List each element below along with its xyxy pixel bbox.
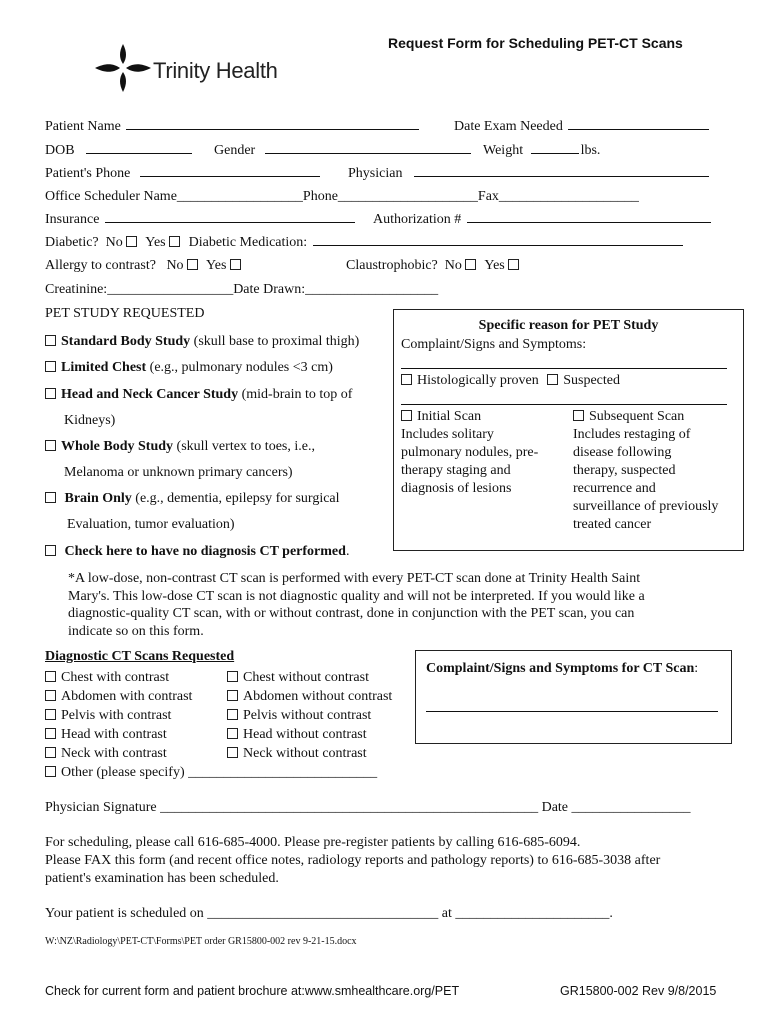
diabetic-row	[45, 235, 685, 251]
date-exam-label: Date Exam Needed	[454, 119, 563, 134]
subsequent-line: disease following	[573, 445, 672, 460]
dob-row	[45, 143, 194, 159]
form-title: Request Form for Scheduling PET-CT Scans	[388, 35, 683, 51]
gender-row	[214, 143, 473, 159]
phone-field[interactable]	[140, 175, 320, 177]
ct-complaint-field[interactable]	[426, 711, 718, 712]
subsequent-line: surveillance of previously	[573, 499, 719, 514]
ct-checkbox[interactable]	[45, 671, 56, 682]
scheduled-on-row[interactable]: Your patient is scheduled on _________________________________ at ______________________.	[45, 906, 613, 921]
subsequent-line: therapy, suspected	[573, 463, 676, 478]
histo-option[interactable]	[401, 373, 620, 389]
specific-reason-heading: Specific reason for PET Study	[478, 318, 659, 333]
subsequent-scan-checkbox[interactable]	[573, 410, 584, 421]
allergy-label: Allergy to contrast?	[45, 258, 156, 273]
pet-brain-desc: (e.g., dementia, epilepsy for surgical	[131, 491, 340, 506]
ct-head-without[interactable]	[227, 725, 392, 744]
trinity-cross-logo-icon	[93, 42, 153, 94]
suspected-label: Suspected	[563, 373, 620, 388]
specific-reason-box	[393, 309, 744, 551]
file-path: W:\NZ\Radiology\PET-CT\Forms\PET order GR15800-002 rev 9-21-15.docx	[45, 936, 357, 947]
ct-checkbox[interactable]	[227, 709, 238, 720]
scheduling-line: Please FAX this form (and recent office notes, radiology reports and pathology reports) to 616-685-3038 after	[45, 853, 661, 868]
pet-nodiag-checkbox[interactable]	[45, 545, 56, 556]
date-exam-row	[454, 119, 711, 135]
ct-option-label: Head without contrast	[243, 727, 367, 742]
note-line: *A low-dose, non-contrast CT scan is performed with every PET-CT scan done at Trinity Health Saint	[68, 571, 641, 586]
pet-limited-checkbox[interactable]	[45, 361, 56, 372]
insurance-label: Insurance	[45, 212, 100, 227]
subsequent-line: Includes restaging of	[573, 427, 691, 442]
pet-headneck-cont: Kidneys)	[64, 413, 116, 428]
allergy-row	[45, 258, 246, 274]
ct-checkbox[interactable]	[45, 747, 56, 758]
initial-scan-title: Initial Scan	[417, 409, 482, 424]
pet-heading: PET STUDY REQUESTED	[45, 306, 205, 321]
diabetic-no-checkbox[interactable]	[126, 236, 137, 247]
reason-divider	[401, 404, 727, 405]
weight-row	[483, 143, 600, 159]
pet-whole-desc: (skull vertex to toes, i.e.,	[173, 439, 315, 454]
initial-line: therapy staging and	[401, 463, 511, 478]
ct-option-label: Chest without contrast	[243, 670, 369, 685]
histo-label: Histologically proven	[417, 373, 539, 388]
suspected-checkbox[interactable]	[547, 374, 558, 385]
ct-checkbox[interactable]	[227, 728, 238, 739]
ct-checkbox[interactable]	[45, 709, 56, 720]
ct-option-label: Pelvis without contrast	[243, 708, 372, 723]
pet-nodiag-end: .	[345, 544, 350, 559]
initial-line: pulmonary nodules, pre-	[401, 445, 539, 460]
diabetic-med-field[interactable]	[313, 244, 683, 246]
allergy-yes-checkbox[interactable]	[230, 259, 241, 270]
patient-name-field[interactable]	[126, 128, 419, 130]
pet-headneck-checkbox[interactable]	[45, 388, 56, 399]
phone-row	[45, 166, 322, 182]
physician-row	[348, 166, 711, 182]
physician-label: Physician	[348, 166, 403, 181]
insurance-field[interactable]	[105, 221, 355, 223]
authorization-row	[373, 212, 713, 228]
note-line: Mary's. This low-dose CT scan is not diagnostic quality and will not be interpreted. If you would like a	[68, 588, 645, 604]
scheduling-info	[45, 834, 660, 888]
pet-headneck-option[interactable]	[45, 387, 352, 403]
dob-label: DOB	[45, 143, 75, 158]
ct-other[interactable]	[45, 763, 377, 782]
ct-checkbox[interactable]	[45, 728, 56, 739]
gender-label: Gender	[214, 143, 256, 158]
ct-option-label: Head with contrast	[61, 727, 167, 742]
claustro-yes-checkbox[interactable]	[508, 259, 519, 270]
pet-whole-cont: Melanoma or unknown primary cancers)	[64, 465, 293, 480]
ct-note	[68, 570, 645, 640]
pet-whole-title: Whole Body Study	[61, 439, 174, 454]
pet-standard-desc: (skull base to proximal thigh)	[190, 334, 360, 349]
pet-whole-option[interactable]	[45, 439, 315, 455]
pet-limited-title: Limited Chest	[61, 360, 147, 375]
pet-standard-option[interactable]	[45, 334, 359, 350]
lbs-label: lbs.	[580, 143, 601, 158]
allergy-no-label: No	[166, 258, 184, 273]
pet-brain-title: Brain Only	[64, 491, 132, 506]
office-scheduler-row[interactable]: Office Scheduler Name__________________Phone____________________Fax____________________	[45, 189, 639, 204]
initial-line: diagnosis of lesions	[401, 481, 512, 496]
claustro-no-label: No	[444, 258, 462, 273]
diabetic-yes-label: Yes	[145, 235, 166, 250]
allergy-no-checkbox[interactable]	[187, 259, 198, 270]
pet-brain-option[interactable]	[45, 491, 340, 507]
note-line: indicate so on this form.	[68, 623, 204, 639]
ct-option-label: Chest with contrast	[61, 670, 170, 685]
ct-option-label: Abdomen without contrast	[243, 689, 393, 704]
ct-option-label: Neck with contrast	[61, 746, 167, 761]
pet-standard-title: Standard Body Study	[61, 334, 191, 349]
initial-scan-checkbox[interactable]	[401, 410, 412, 421]
ct-checkbox[interactable]	[227, 747, 238, 758]
pet-limited-option[interactable]	[45, 360, 333, 376]
ct-option-label: Pelvis with contrast	[61, 708, 172, 723]
ct-right-column	[227, 668, 392, 763]
ct-checkbox[interactable]	[45, 766, 56, 777]
ct-complaint-box	[415, 650, 732, 744]
dob-field[interactable]	[86, 152, 192, 154]
creatinine-row[interactable]: Creatinine:__________________Date Drawn:___________________	[45, 282, 439, 297]
subsequent-scan-option[interactable]	[573, 408, 718, 534]
reason-complaint-field[interactable]	[401, 368, 727, 369]
pet-headneck-desc: (mid-brain to top of	[238, 387, 353, 402]
claustro-no-checkbox[interactable]	[465, 259, 476, 270]
footer-check-link: Check for current form and patient brochure at:www.smhealthcare.org/PET	[45, 984, 460, 998]
date-exam-field[interactable]	[568, 128, 709, 130]
patient-name-label: Patient Name	[45, 119, 121, 134]
initial-scan-option[interactable]	[401, 408, 538, 498]
authorization-field[interactable]	[467, 221, 711, 223]
reason-complaint-label: Complaint/Signs and Symptoms:	[401, 337, 587, 352]
ct-complaint-colon: :	[694, 661, 699, 676]
pet-limited-desc: (e.g., pulmonary nodules <3 cm)	[146, 360, 333, 375]
claustro-yes-label: Yes	[484, 258, 505, 273]
pet-headneck-title: Head and Neck Cancer Study	[61, 387, 239, 402]
weight-label: Weight	[483, 143, 524, 158]
ct-option-label: Abdomen with contrast	[61, 689, 193, 704]
subsequent-line: recurrence and	[573, 481, 656, 496]
diabetic-no-label: No	[105, 235, 123, 250]
pet-nodiag-title: Check here to have no diagnosis CT performed	[64, 544, 346, 559]
ct-neck-without[interactable]	[227, 744, 392, 763]
scheduling-line: patient's examination has been scheduled.	[45, 871, 279, 886]
pet-brain-checkbox[interactable]	[45, 492, 56, 503]
ct-abdomen-without[interactable]	[227, 687, 392, 706]
initial-line: Includes solitary	[401, 427, 494, 442]
footer-revision: GR15800-002 Rev 9/8/2015	[560, 984, 717, 998]
diabetic-yes-checkbox[interactable]	[169, 236, 180, 247]
histo-checkbox[interactable]	[401, 374, 412, 385]
weight-field[interactable]	[531, 152, 579, 154]
claustro-row	[346, 258, 524, 274]
authorization-label: Authorization #	[373, 212, 462, 227]
ct-checkbox[interactable]	[45, 690, 56, 701]
patient-name-row	[45, 119, 421, 135]
pet-standard-checkbox[interactable]	[45, 335, 56, 346]
note-line: diagnostic-quality CT scan, with or without contrast, done in conjunction with the PET scan, you can	[68, 606, 635, 621]
subsequent-line: treated cancer	[573, 517, 652, 532]
ct-pelvis-without[interactable]	[227, 706, 392, 725]
diabetic-label: Diabetic?	[45, 235, 99, 250]
allergy-yes-label: Yes	[206, 258, 227, 273]
ct-option-label: Neck without contrast	[243, 746, 367, 761]
subsequent-scan-title: Subsequent Scan	[589, 409, 685, 424]
ct-chest-without[interactable]	[227, 668, 392, 687]
gender-field[interactable]	[265, 152, 471, 154]
pet-nodiag-option[interactable]	[45, 544, 349, 560]
pet-brain-cont: Evaluation, tumor evaluation)	[67, 517, 235, 532]
pet-whole-checkbox[interactable]	[45, 440, 56, 451]
phone-label: Patient's Phone	[45, 166, 131, 181]
physician-field[interactable]	[414, 175, 709, 177]
insurance-row	[45, 212, 357, 228]
ct-complaint-heading: Complaint/Signs and Symptoms for CT Scan	[426, 661, 695, 676]
ct-other-label: Other (please specify) ___________________________	[61, 765, 378, 780]
ct-heading: Diagnostic CT Scans Requested	[45, 649, 235, 664]
ct-checkbox[interactable]	[227, 690, 238, 701]
ct-checkbox[interactable]	[227, 671, 238, 682]
diabetic-med-label: Diabetic Medication:	[188, 235, 308, 250]
logo-text: Trinity Health	[153, 58, 278, 83]
scheduling-line: For scheduling, please call 616-685-4000. Please pre-register patients by calling 616-685-6094.	[45, 835, 581, 850]
physician-signature-row[interactable]: Physician Signature ______________________________________________________ Date _________________	[45, 800, 691, 815]
claustro-label: Claustrophobic?	[346, 258, 438, 273]
